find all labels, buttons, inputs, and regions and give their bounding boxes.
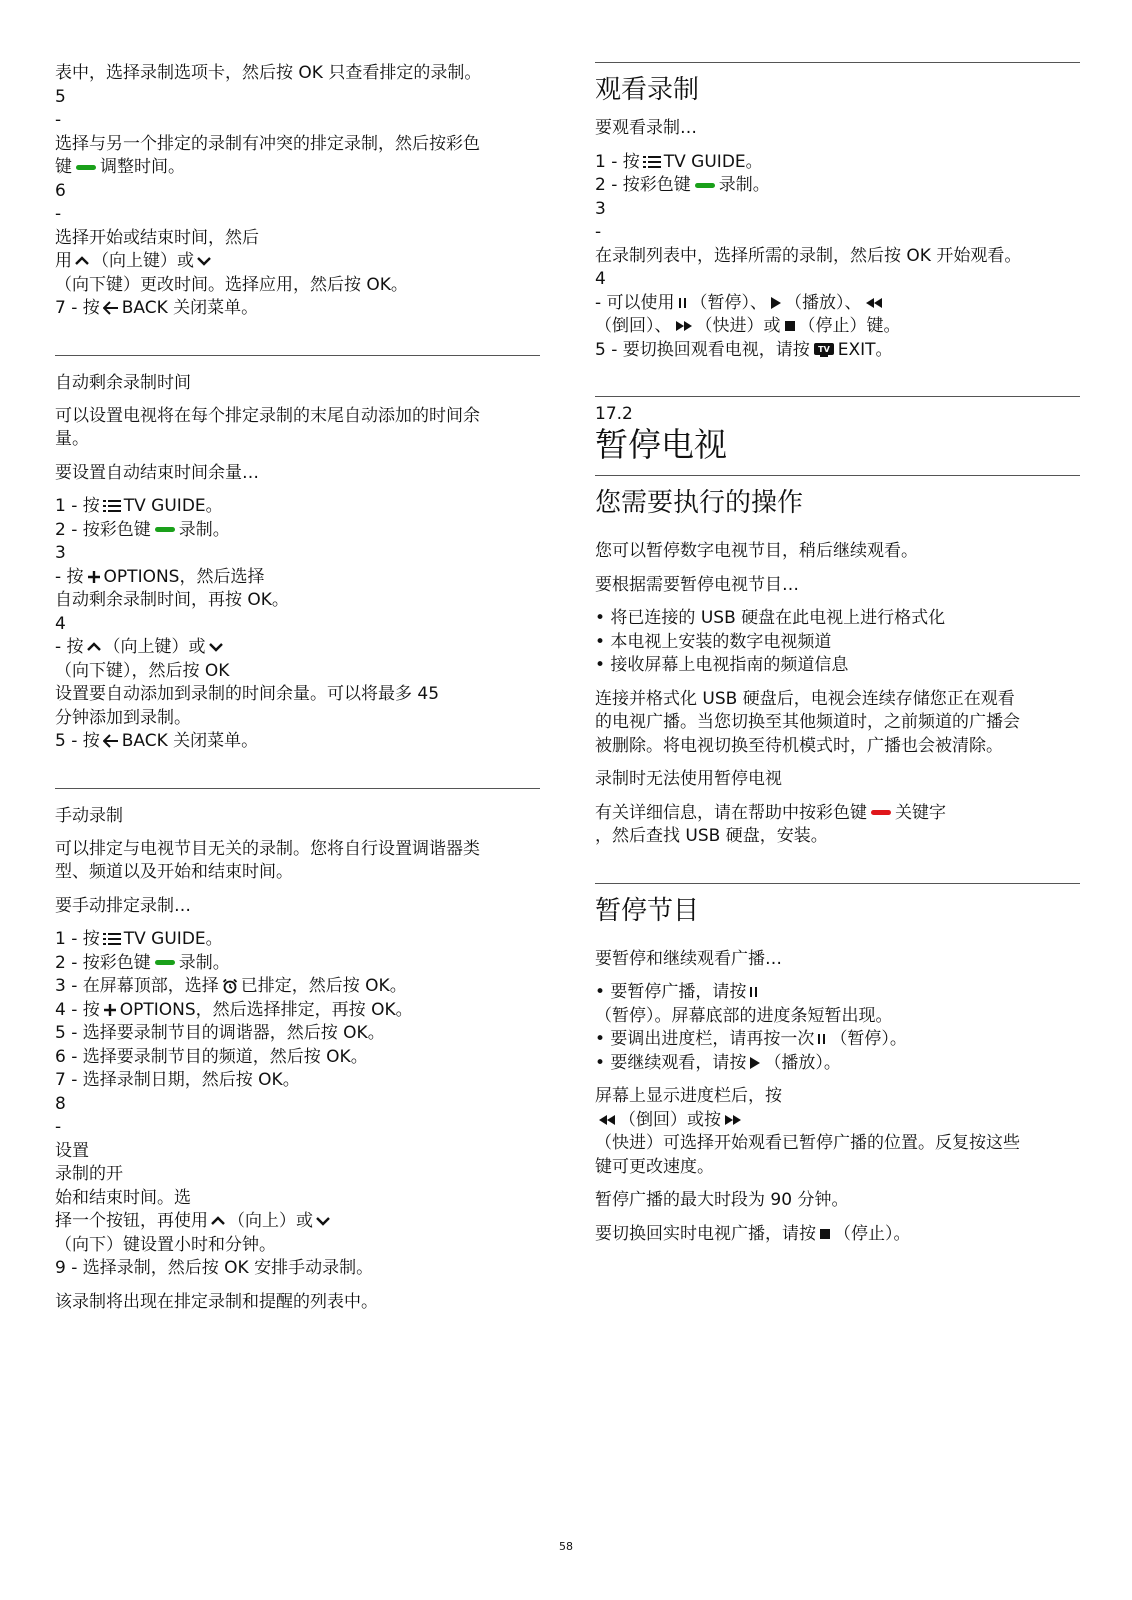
step-dash: - [55,1117,62,1137]
text-line: （暂停）。屏幕底部的进度条短暂出现。 [595,1005,893,1026]
text: （暂停）。 [830,1029,907,1049]
plus-options-icon [87,570,101,584]
step-line: 6 - 选择要录制节目的频道，然后按 OK。 [55,1046,368,1067]
text: 调整时间。 [100,157,185,177]
bullet-item: • 接收屏幕上电视指南的频道信息 [595,655,849,675]
text-line: 暂停广播的最大时段为 90 分钟。 [595,1190,849,1210]
text: BACK 关闭菜单。 [121,731,259,751]
left-column [55,62,540,1314]
pause-icon [749,986,759,998]
step-dash: - [55,110,62,130]
text: - 按 [55,637,84,657]
step-line [55,519,540,543]
text: 用 [55,251,72,271]
tv-guide-icon [103,932,121,946]
text-line: （快进）可选择开始观看已暂停广播的位置。反复按这些 [595,1133,1020,1153]
bullet-item [595,981,1080,1005]
text: 关键字 [895,802,946,823]
chapter-number: 17.2 [595,404,633,424]
text-line: 型、频道以及开始和结束时间。 [55,862,293,882]
text-line: 您可以暂停数字电视节目，稍后继续观看。 [595,541,918,561]
text: 2 - 按彩色键 [55,952,151,973]
text: OPTIONS，然后选择 [103,566,265,587]
text-line: （向下键），然后按 OK [55,660,230,681]
bullet-item: • 本电视上安装的数字电视频道 [595,631,832,652]
text: 2 - 按彩色键 [55,519,151,540]
text: 5 - 按 [55,731,100,751]
step-line [595,315,1080,339]
tv-guide-icon [643,155,661,169]
red-key-icon [871,810,891,815]
section-divider [595,62,1080,63]
chevron-up-icon [87,642,101,652]
step-line [55,566,540,590]
section-divider [595,883,1080,884]
text: BACK 关闭菜单。 [121,298,259,318]
text-line: 录制的开 [55,1164,123,1184]
text-line [595,802,1080,826]
text-line: 要手动排定录制… [55,895,191,916]
back-arrow-icon [103,301,119,315]
text-line [595,1223,1080,1247]
step-number: 8 [55,1093,66,1114]
tv-icon [813,342,835,358]
fast-forward-icon [675,320,693,332]
text-line: 可以设置电视将在每个排定录制的末尾自动添加的时间余 [55,405,480,426]
green-key-icon [155,960,175,965]
text: （向上键）或 [103,637,206,657]
tv-guide-icon [103,499,121,513]
text-line: 自动剩余录制时间，再按 OK。 [55,590,289,610]
text-line: 被删除。将电视切换至待机模式时，广播也会被清除。 [595,735,1003,756]
text: （倒回）、 [595,316,672,336]
text-line: 量。 [55,429,89,449]
chapter-title: 暂停电视 [595,425,727,464]
step-line [55,928,540,952]
step-number: 3 [55,543,66,563]
text: （向上）或 [228,1211,313,1231]
step-line: 9 - 选择录制，然后按 OK 安排手动录制。 [55,1258,374,1278]
bullet-item: • 将已连接的 USB 硬盘在此电视上进行格式化 [595,608,946,628]
text: 录制。 [178,952,230,973]
text-line: 表中，选择录制选项卡，然后按 OK 只查看排定的录制。 [55,63,482,83]
text: （播放）。 [764,1052,841,1073]
text-line: 该录制将出现在排定录制和提醒的列表中。 [55,1291,378,1312]
section-divider [55,788,540,789]
text: （停止）键。 [798,316,901,336]
text: 择一个按钮，再使用 [55,1211,208,1231]
text-line: 要暂停和继续观看广播… [595,948,782,969]
rewind-icon [865,297,883,309]
step-dash: - [595,222,602,242]
play-icon [749,1056,761,1070]
step-number: 5 [55,86,66,107]
text: 已排定，然后按 OK。 [240,976,407,996]
text: （播放）、 [785,292,862,313]
text: 要切换回实时电视广播，请按 [595,1223,816,1244]
step-line [55,999,540,1023]
text: 键 [55,157,72,177]
text: OPTIONS，然后选择排定，再按 OK。 [119,999,413,1020]
text: （倒回）或按 [619,1109,721,1130]
section-title: 自动剩余录制时间 [55,372,191,393]
text: • 要调出进度栏，请再按一次 [595,1029,815,1049]
text-line: 键可更改速度。 [595,1156,714,1177]
play-icon [770,296,782,310]
text: 1 - 按 [55,496,100,516]
text: TV GUIDE。 [663,151,763,172]
text-line: 连接并格式化 USB 硬盘后，电视会连续存储您正在观看 [595,688,1015,709]
section-heading: 您需要执行的操作 [595,488,804,518]
section-title: 手动录制 [55,805,123,826]
step-dash: - [55,204,62,224]
text-line: 录制时无法使用暂停电视 [595,769,782,789]
text-line [595,1109,1080,1133]
text-line [55,297,540,321]
step-line [595,151,1080,175]
text-line: 要观看录制… [595,118,697,138]
text-line: 在录制列表中，选择所需的录制，然后按 OK 开始观看。 [595,245,1022,266]
step-line [55,730,540,754]
text-line: 的电视广播。当您切换至其他频道时，之前频道的广播会 [595,712,1020,732]
step-line [55,952,540,976]
text-line: ，然后查找 USB 硬盘，安装。 [595,826,828,846]
text: 录制。 [178,519,230,540]
step-number: 4 [595,269,606,289]
chevron-down-icon [316,1216,330,1226]
chevron-down-icon [197,256,211,266]
text: TV GUIDE。 [123,929,223,949]
step-line [55,636,540,660]
text: 3 - 在屏幕顶部，选择 [55,976,219,996]
section-divider [55,355,540,356]
step-number: 3 [595,198,606,219]
stop-icon [819,1228,831,1240]
text: 5 - 要切换回观看电视，请按 [595,339,810,360]
text-line: 分钟添加到录制。 [55,707,191,728]
text: 有关详细信息，请在帮助中按彩色键 [595,802,867,823]
text-line: （向下键）更改时间。选择应用，然后按 OK。 [55,274,408,295]
plus-options-icon [103,1003,117,1017]
pause-icon [678,297,688,309]
text: （快进）或 [695,316,781,336]
text-line: 选择开始或结束时间，然后 [55,227,259,248]
step-number: 4 [55,613,66,634]
step-line: 7 - 选择录制日期，然后按 OK。 [55,1070,300,1090]
section-divider [595,396,1080,397]
text-line: 屏幕上显示进度栏后，按 [595,1086,782,1106]
text-line: 始和结束时间。选 [55,1187,191,1208]
text: 1 - 按 [55,929,100,949]
text: - 可以使用 [595,292,675,313]
text-line: 要设置自动结束时间余量… [55,462,259,483]
text-line [55,250,540,274]
step-line: 5 - 选择要录制节目的调谐器，然后按 OK。 [55,1023,385,1043]
text: - 按 [55,566,84,587]
chevron-down-icon [209,642,223,652]
stop-icon [784,320,796,332]
page-number: 58 [559,1540,573,1553]
text: （停止）。 [834,1223,911,1244]
text-line: （向下）键设置小时和分钟。 [55,1234,276,1255]
fast-forward-icon [724,1114,742,1126]
text: TV GUIDE。 [123,496,223,516]
text: EXIT。 [837,339,893,360]
pause-icon [817,1033,827,1045]
green-key-icon [695,183,715,188]
bullet-item [595,1028,1080,1052]
step-line [595,174,1080,198]
step-line [55,975,540,999]
section-heading: 观看录制 [595,75,700,105]
text: （暂停）、 [690,292,768,313]
section-heading: 暂停节目 [595,895,700,926]
text: 7 - 按 [55,298,100,318]
text: 录制。 [718,175,770,195]
bullet-item [595,1052,1080,1076]
text-line [55,156,540,180]
step-number: 6 [55,180,66,201]
green-key-icon [155,527,175,532]
text-line: 可以排定与电视节目无关的录制。您将自行设置调谐器类 [55,838,480,859]
text-line: 要根据需要暂停电视节目… [595,574,799,595]
step-line [55,495,540,519]
back-arrow-icon [103,734,119,748]
text: 4 - 按 [55,999,100,1020]
chevron-up-icon [211,1216,225,1226]
text-line: 选择与另一个排定的录制有冲突的排定录制，然后按彩色 [55,133,480,154]
text-line: 设置要自动添加到录制的时间余量。可以将最多 45 [55,684,440,704]
right-column [595,62,1080,1246]
step-line [595,292,1080,316]
text: 1 - 按 [595,151,640,172]
text-line [55,1210,540,1234]
text: • 要暂停广播，请按 [595,982,747,1002]
green-key-icon [76,165,96,170]
step-line [595,339,1080,363]
text: • 要继续观看，请按 [595,1052,747,1073]
text: （向上键）或 [92,251,194,271]
alarm-clock-icon [222,978,238,994]
text: 2 - 按彩色键 [595,175,691,195]
chevron-up-icon [75,256,89,266]
section-divider [595,475,1080,476]
svg-text:TV: TV [817,344,830,354]
text-line: 设置 [55,1140,89,1161]
rewind-icon [598,1114,616,1126]
